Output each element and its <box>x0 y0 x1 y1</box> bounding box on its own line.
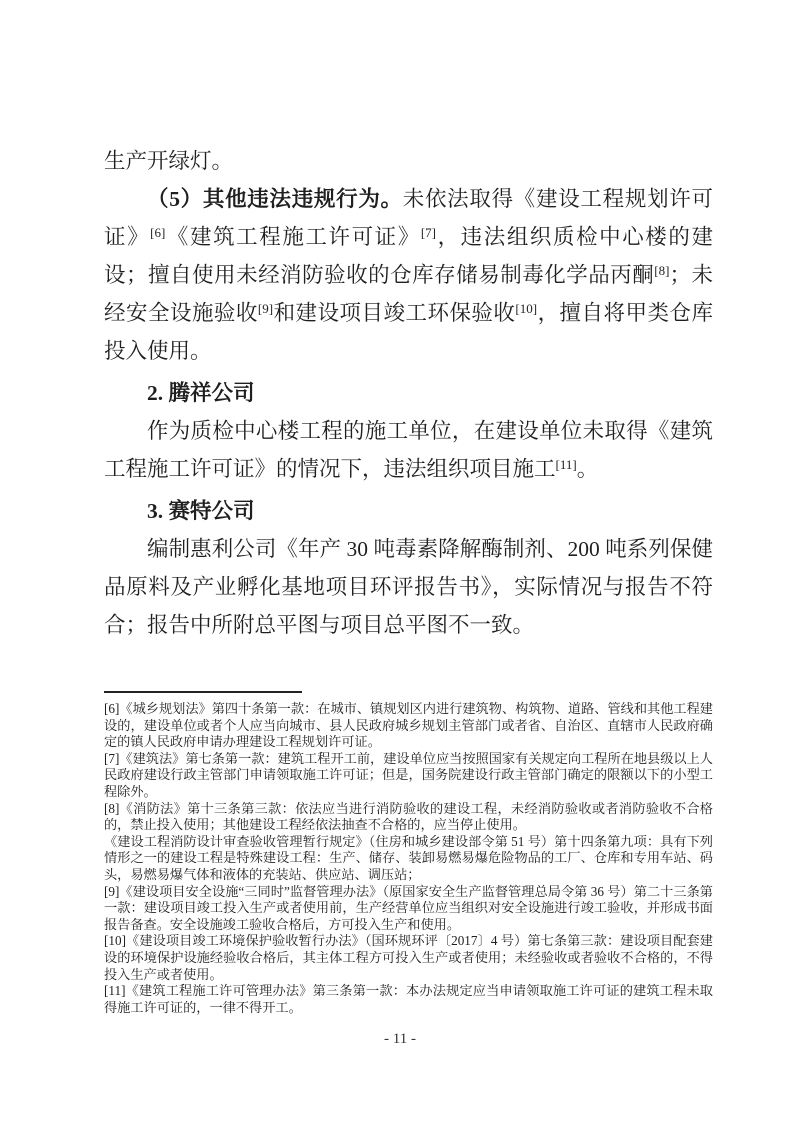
footnote-item: [6]《城乡规划法》第四十条第一款：在城市、镇规划区内进行建筑物、构筑物、道路、管线和其他工程建设的，建设单位或者个人应当向城市、县人民政府城乡规划主管部门或者省、自治区、直辖市人民政府确定的镇人民政府申请办理建设工程规划许可证。 <box>104 701 713 750</box>
text-run: 《建筑工程施工许可证》 <box>165 225 421 249</box>
footnote-item: [8]《消防法》第十三条第三款：依法应当进行消防验收的建设工程，未经消防验收或者消防验收不合格的，禁止投入使用；其他建设工程经依法抽查不合格的，应当停止使用。 <box>104 800 713 833</box>
text-run: 2. 腾祥公司 <box>147 381 255 405</box>
footnote-item: [7]《建筑法》第七条第一款：建筑工程开工前，建设单位应当按照国家有关规定向工程所在地县级以上人民政府建设行政主管部门申请领取施工许可证；但是，国务院建设行政主管部门确定的限额以下的小型工程除外。 <box>104 750 713 799</box>
paragraph <box>104 530 713 644</box>
section-heading <box>104 374 713 412</box>
footnote-item: [9]《建设项目安全设施“三同时”监督管理办法》（原国家安全生产监督管理总局令第 36 号）第二十三条第一款：建设项目竣工投入生产或者使用前，生产经营单位应当组织对安全设施进行竣工验收，并形成书面报告备查。安全设施竣工验收合格后，方可投入生产和使用。 <box>104 883 713 932</box>
text-run: 3. 赛特公司 <box>147 499 255 523</box>
footnote-item: [11]《建筑工程施工许可管理办法》第三条第一款：本办法规定应当申请领取施工许可证的建筑工程未取得施工许可证的，一律不得开工。 <box>104 983 713 1015</box>
page-number: - 11 - <box>384 1031 416 1047</box>
footnote-reference: [9] <box>257 301 274 316</box>
footnote-reference: [10] <box>515 301 538 316</box>
footnote-reference: [7] <box>420 225 436 240</box>
text-run: 生产开绿灯。 <box>104 149 234 173</box>
text-run: 未依法取得《建设工程规划许可证》 <box>104 187 713 249</box>
body-text <box>104 142 713 644</box>
text-run: 编制惠利公司《年产 30 吨毒素降解酶制剂、200 吨系列保健品原料及产业孵化基地项目环评报告书》，实际情况与报告不符合；报告中所附总平图与项目总平图不一致。 <box>104 537 713 637</box>
text-run: ；未经安全设施验收 <box>104 263 713 325</box>
text-run: ，违法组织质检中心楼的建设；擅自使用未经消防验收的仓库存储易制毒化学品丙酮 <box>104 225 713 287</box>
paragraph <box>104 142 713 180</box>
footnote-area <box>104 691 713 1016</box>
text-run: （5）其他违法违规行为。 <box>147 187 403 211</box>
text-run: ，擅自将甲类仓库投入使用。 <box>104 301 713 363</box>
paragraph <box>104 180 713 370</box>
footnote-reference: [8] <box>654 263 670 278</box>
footnote-reference: [11] <box>555 457 577 472</box>
footnote-item: [10]《建设项目竣工环境保护验收暂行办法》（国环规环评〔2017〕4 号）第七条第三款：建设项目配套建设的环境保护设施经验收合格后，其主体工程方可投入生产或者使用；未经验收或者验收不合格的，不得投入生产或者使用。 <box>104 933 713 982</box>
section-heading <box>104 492 713 530</box>
text-run: 作为质检中心楼工程的施工单位，在建设单位未取得《建筑工程施工许可证》的情况下，违法组织项目施工 <box>104 419 713 481</box>
footnote-item: 《建设工程消防设计审查验收管理暂行规定》（住房和城乡建设部令第 51 号）第十四条第九项：具有下列情形之一的建设工程是特殊建设工程：生产、储存、装卸易燃易爆危险物品的工厂、仓库和专用车站、码头，易燃易爆气体和液体的充装站、供应站、调压站； <box>104 833 713 882</box>
footnotes-list <box>104 701 713 1016</box>
footnote-reference: [6] <box>150 225 166 240</box>
text-run: 。 <box>576 457 599 481</box>
paragraph <box>104 412 713 488</box>
footnote-divider <box>104 691 302 693</box>
text-run: 和建设项目竣工环保验收 <box>273 301 516 325</box>
